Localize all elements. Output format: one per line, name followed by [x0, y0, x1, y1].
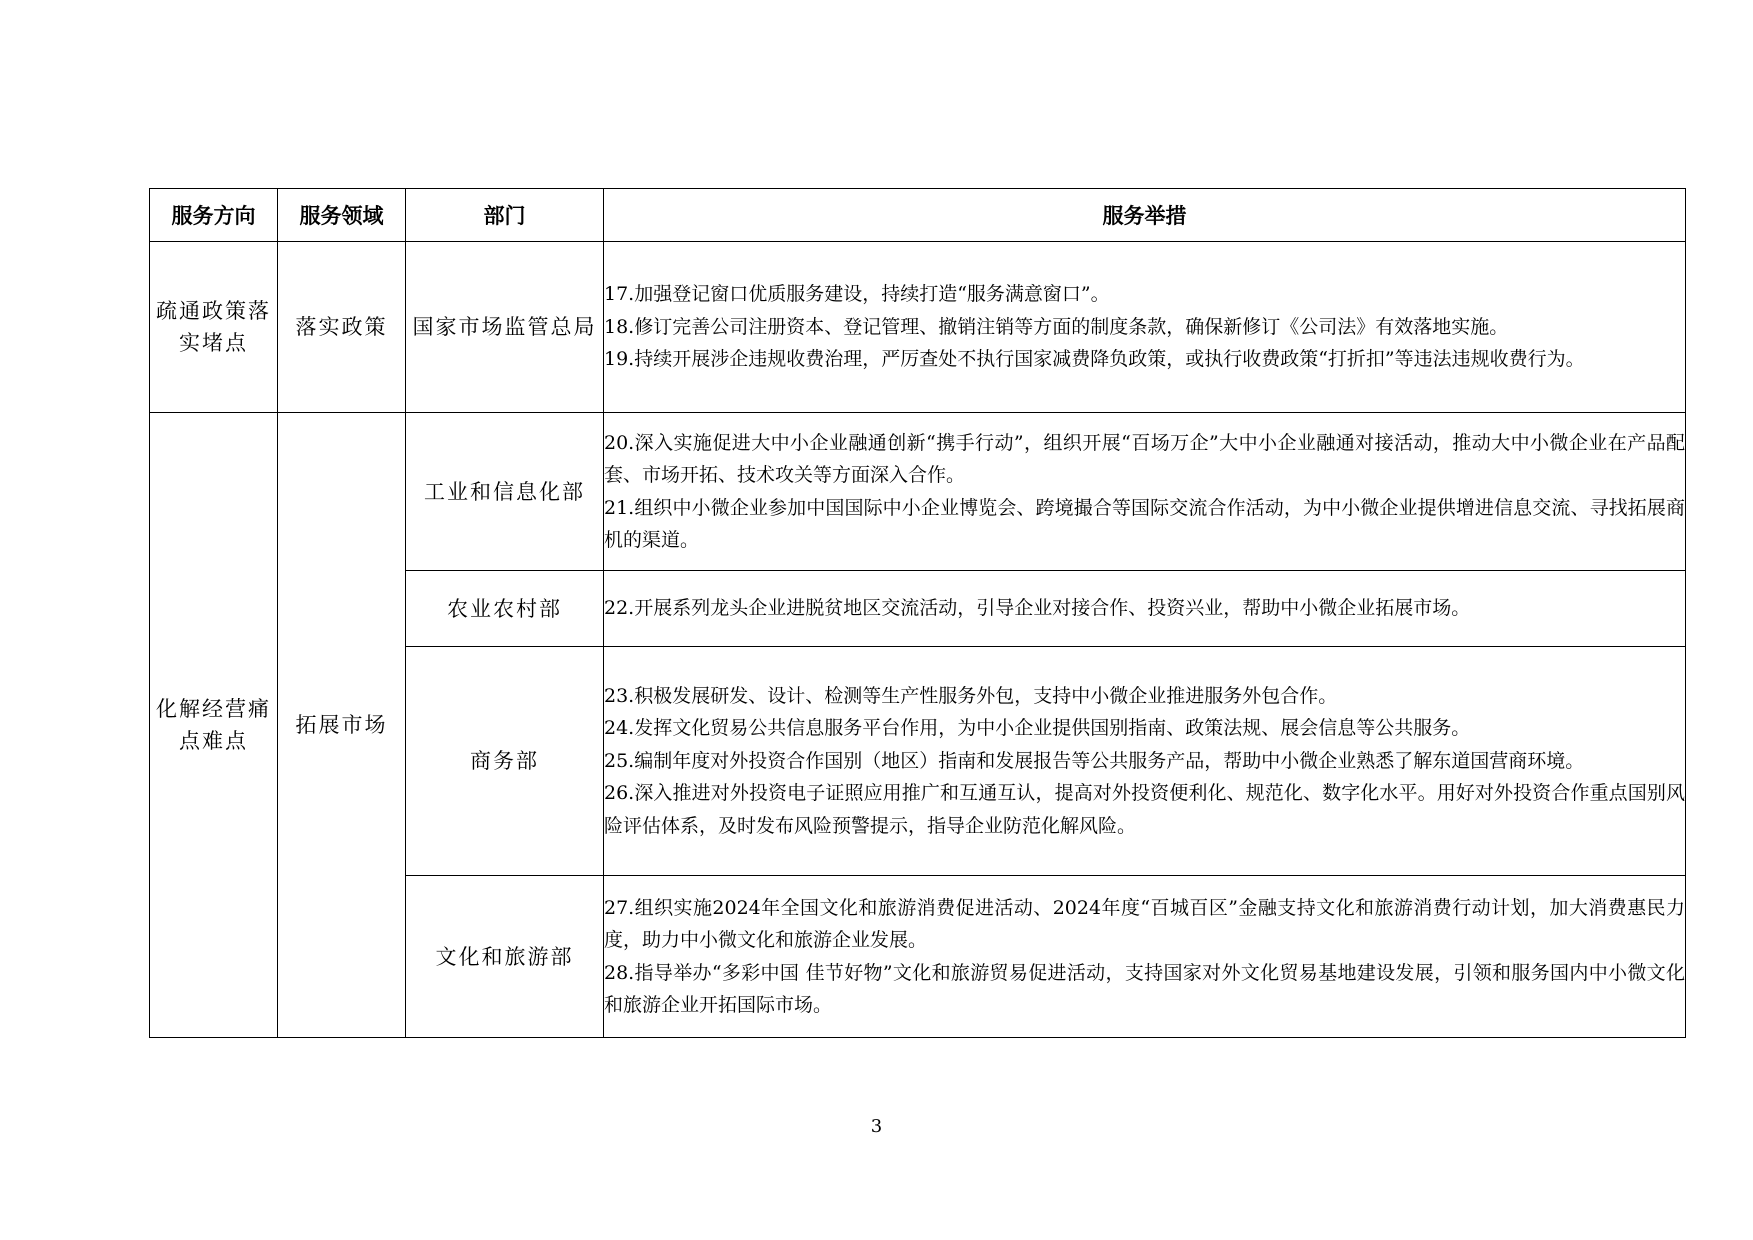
table-header-row — [150, 189, 1686, 242]
measure-item: 19.持续开展涉企违规收费治理，严厉查处不执行国家减费降负政策，或执行收费政策“打折扣”等违法违规收费行为。 — [604, 348, 1585, 371]
measure-item: 17.加强登记窗口优质服务建设，持续打造“服务满意窗口”。 — [604, 283, 1110, 306]
department-cell: 农业农村部 — [406, 571, 604, 647]
measures-cell — [604, 413, 1686, 571]
page-number: 3 — [870, 1116, 883, 1137]
header-service-direction: 服务方向 — [150, 189, 278, 242]
header-department: 部门 — [406, 189, 604, 242]
service-domain-cell: 落实政策 — [278, 242, 406, 413]
measures-cell — [604, 647, 1686, 876]
header-service-domain: 服务领域 — [278, 189, 406, 242]
department-cell: 国家市场监管总局 — [406, 242, 604, 413]
measures-cell — [604, 876, 1686, 1038]
measure-item: 20.深入实施促进大中小企业融通创新“携手行动”，组织开展“百场万企”大中小企业融通对接活动，推动大中小微企业在产品配套、市场开拓、技术攻关等方面深入合作。 — [604, 431, 1685, 486]
measures-cell — [604, 571, 1686, 647]
table-row — [150, 242, 1686, 413]
department-cell: 工业和信息化部 — [406, 413, 604, 571]
department-cell: 商务部 — [406, 647, 604, 876]
department-cell: 文化和旅游部 — [406, 876, 604, 1038]
measure-item: 28.指导举办“多彩中国 佳节好物”文化和旅游贸易促进活动，支持国家对外文化贸易基地建设发展，引领和服务国内中小微文化和旅游企业开拓国际市场。 — [604, 961, 1685, 1016]
measures-cell — [604, 242, 1686, 413]
measure-item: 23.积极发展研发、设计、检测等生产性服务外包，支持中小微企业推进服务外包合作。 — [604, 684, 1338, 707]
measure-item: 24.发挥文化贸易公共信息服务平台作用，为中小企业提供国别指南、政策法规、展会信息等公共服务。 — [604, 717, 1471, 740]
service-domain-cell: 拓展市场 — [278, 413, 406, 1038]
measure-item: 27.组织实施2024年全国文化和旅游消费促进活动、2024年度“百城百区”金融支持文化和旅游消费行动计划，加大消费惠民力度，助力中小微文化和旅游企业发展。 — [604, 896, 1685, 951]
header-service-measures: 服务举措 — [604, 189, 1686, 242]
measure-item: 25.编制年度对外投资合作国别（地区）指南和发展报告等公共服务产品，帮助中小微企业熟悉了解东道国营商环境。 — [604, 749, 1585, 772]
measure-item: 21.组织中小微企业参加中国国际中小企业博览会、跨境撮合等国际交流合作活动，为中小微企业提供增进信息交流、寻找拓展商机的渠道。 — [604, 496, 1685, 551]
table-row — [150, 413, 1686, 571]
measure-item: 26.深入推进对外投资电子证照应用推广和互通互认，提高对外投资便利化、规范化、数字化水平。用好对外投资合作重点国别风险评估体系，及时发布风险预警提示，指导企业防范化解风险。 — [604, 782, 1685, 837]
measure-item: 18.修订完善公司注册资本、登记管理、撤销注销等方面的制度条款，确保新修订《公司法》有效落地实施。 — [604, 315, 1509, 338]
service-measures-table — [149, 188, 1686, 1038]
service-direction-cell: 化解经营痛点难点 — [150, 413, 278, 1038]
service-direction-cell: 疏通政策落实堵点 — [150, 242, 278, 413]
measure-item: 22.开展系列龙头企业进脱贫地区交流活动，引导企业对接合作、投资兴业，帮助中小微企业拓展市场。 — [604, 597, 1471, 620]
